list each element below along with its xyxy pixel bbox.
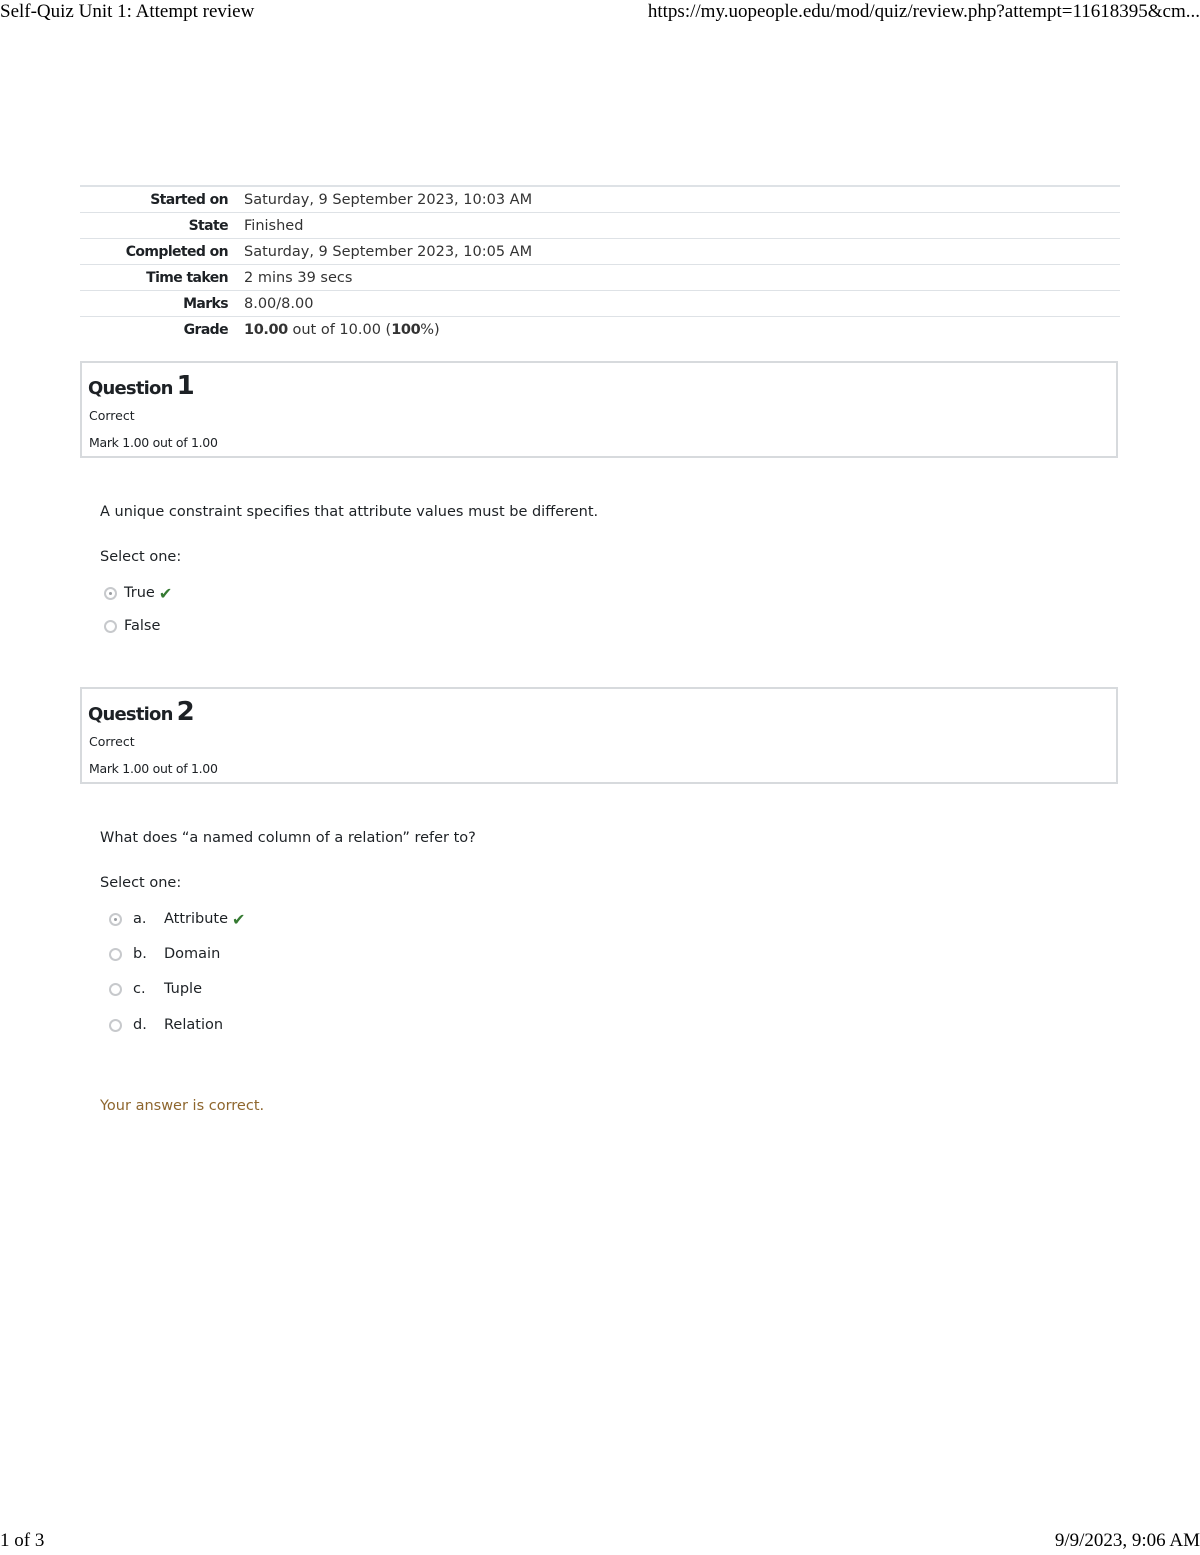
question-2-option-c[interactable] bbox=[109, 978, 202, 1000]
print-footer bbox=[0, 1529, 1200, 1555]
print-header bbox=[0, 0, 1200, 26]
option-letter: a. bbox=[133, 911, 147, 927]
question-1-prompt: Select one: bbox=[100, 549, 182, 565]
summary-value: Finished bbox=[244, 217, 304, 234]
check-icon: ✔ bbox=[232, 909, 246, 929]
print-page-number: 1 of 3 bbox=[0, 1530, 45, 1551]
question-prefix: Question bbox=[88, 378, 173, 399]
summary-row-state bbox=[80, 213, 1120, 239]
summary-label: Marks bbox=[183, 295, 228, 312]
grade-out-of: out of 10.00 ( bbox=[287, 321, 392, 338]
summary-row-completed bbox=[80, 239, 1120, 265]
question-number bbox=[88, 371, 194, 401]
option-letter: d. bbox=[133, 1017, 147, 1033]
option-letter: c. bbox=[133, 981, 146, 997]
question-state: Correct bbox=[89, 734, 135, 749]
question-1-info bbox=[80, 361, 1118, 458]
question-number-value: 2 bbox=[176, 697, 194, 727]
summary-row-grade bbox=[80, 317, 1120, 342]
option-label: False bbox=[124, 618, 161, 634]
summary-value: 8.00/8.00 bbox=[244, 295, 314, 312]
question-1-option-true[interactable] bbox=[104, 582, 172, 604]
summary-label: Completed on bbox=[125, 243, 228, 260]
print-url: https://my.uopeople.edu/mod/quiz/review.php?attempt=11618395&cm... bbox=[647, 1, 1200, 22]
summary-value: Saturday, 9 September 2023, 10:05 AM bbox=[244, 243, 533, 260]
summary-label: Started on bbox=[150, 191, 228, 208]
question-2-option-b[interactable] bbox=[109, 943, 220, 965]
radio-button[interactable] bbox=[104, 620, 117, 633]
summary-label: Time taken bbox=[146, 269, 228, 286]
question-number bbox=[88, 697, 194, 727]
summary-value: Saturday, 9 September 2023, 10:03 AM bbox=[244, 191, 533, 208]
grade-suffix: %) bbox=[420, 321, 440, 338]
summary-label: State bbox=[188, 217, 228, 234]
question-2-text: What does “a named column of a relation” refer to? bbox=[100, 830, 476, 846]
radio-button[interactable] bbox=[109, 913, 122, 926]
question-2-option-d[interactable] bbox=[109, 1014, 223, 1036]
print-title: Self-Quiz Unit 1: Attempt review bbox=[0, 1, 255, 22]
question-2-feedback: Your answer is correct. bbox=[100, 1098, 265, 1114]
print-datetime: 9/9/2023, 9:06 AM bbox=[1054, 1530, 1200, 1551]
option-label: Domain bbox=[164, 946, 221, 962]
question-prefix: Question bbox=[88, 704, 173, 725]
summary-row-started bbox=[80, 187, 1120, 213]
grade-percent: 100 bbox=[391, 321, 421, 338]
question-2-prompt: Select one: bbox=[100, 875, 182, 891]
radio-button[interactable] bbox=[104, 587, 117, 600]
summary-row-marks bbox=[80, 291, 1120, 317]
summary-value: 2 mins 39 secs bbox=[244, 269, 353, 286]
grade-value bbox=[228, 322, 440, 338]
radio-button[interactable] bbox=[109, 948, 122, 961]
question-state: Correct bbox=[89, 408, 135, 423]
summary-row-time-taken bbox=[80, 265, 1120, 291]
question-1-option-false[interactable] bbox=[104, 615, 160, 637]
option-letter: b. bbox=[133, 946, 147, 962]
summary-label: Grade bbox=[183, 321, 228, 338]
attempt-summary-table bbox=[80, 185, 1120, 342]
option-label: True bbox=[124, 585, 155, 601]
question-1-text: A unique constraint specifies that attribute values must be different. bbox=[100, 504, 599, 520]
grade-score: 10.00 bbox=[244, 321, 288, 338]
radio-button[interactable] bbox=[109, 1019, 122, 1032]
question-number-value: 1 bbox=[176, 371, 194, 401]
question-2-option-a[interactable] bbox=[109, 908, 245, 930]
question-grade: Mark 1.00 out of 1.00 bbox=[89, 435, 218, 450]
option-label: Tuple bbox=[164, 981, 202, 997]
check-icon: ✔ bbox=[158, 583, 173, 603]
option-label: Attribute bbox=[164, 911, 229, 927]
question-grade: Mark 1.00 out of 1.00 bbox=[89, 761, 218, 776]
question-2-info bbox=[80, 687, 1118, 784]
radio-button[interactable] bbox=[109, 983, 122, 996]
option-label: Relation bbox=[164, 1017, 224, 1033]
